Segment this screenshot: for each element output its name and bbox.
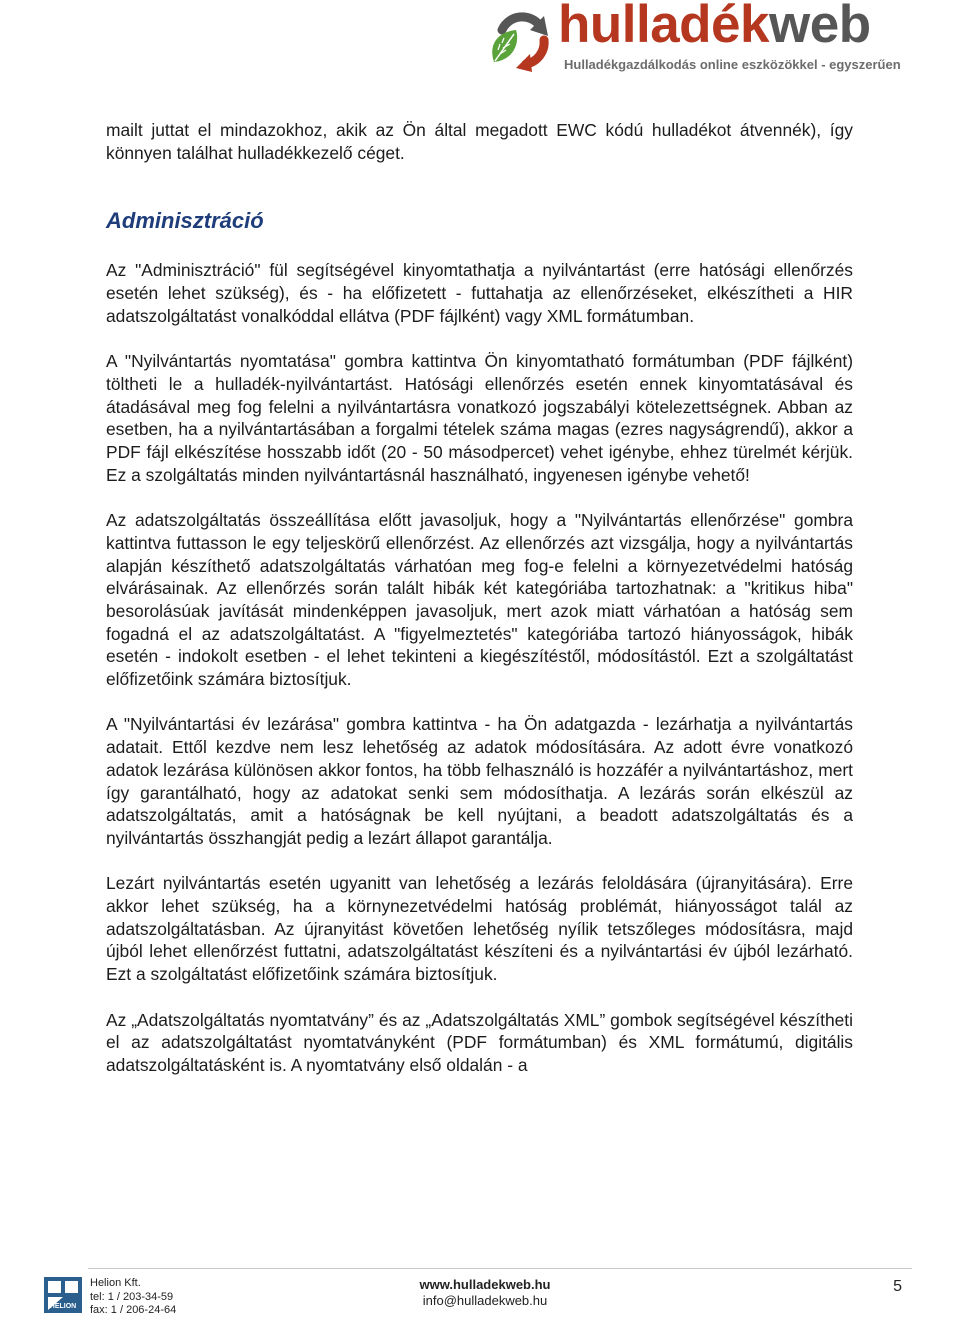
paragraph-1: Az "Adminisztráció" fül segítségével kinyomtathatja a nyilvántartást (erre hatósági ellenőrzés esetén lehet szükség), és - ha előfizetett - futtahatja az ellenőrzéseket, elkészítheti a HIR adatszolgáltatást vonalkóddal ellátva (PDF fájlként) vagy XML formátumban. [106,260,853,326]
paragraph-4: A "Nyilvántartási év lezárása" gombra kattintva - ha Ön adatgazda - lezárhatja a nyilvántartás adatait. Ettől kezdve nem lesz lehetőség az adatok módosítására. Az adott évre vonatkozó adatok lezárása különösen akkor fontos, ha több felhasználó is hozzáfér a nyilvántartáshoz, mert így garantálható, hogy az adatokat senki sem módosíthatja. A lezárás során elkészül az adatszolgáltatás, amit a hatóságnak be kell nyújtani, a beadott adatszolgáltatás és a nyilvántartás összhangját pedig a lezárt állapot garantálja. [106,714,853,848]
paragraph-3: Az adatszolgáltatás összeállítása előtt javasoljuk, hogy a "Nyilvántartás ellenőrzése" gombra kattintva futtasson le egy teljeskörű ellenőrzést. Az ellenőrzés azt vizsgálja, hogy a nyilvántartás alapján készíthető adatszolgáltatás várhatóan meg fog-e felelni a környezetvédelmi hatóság elvárásainak. Az ellenőrzés során talált hibák két kategóriába tartozhatnak: a "kritikus hiba" besorolásúak javítását mindenképpen javasoljuk, mert azok miatt várhatóan a hatóság sem fogadná el az adatszolgáltatást. A "figyelmeztetés" kategóriába tartozó hiányosságok, hibák esetén - indokolt esetben - el lehet tekinteni a kiegészítéstől, módosítástól. Ezt a szolgáltatást előfizetőink számára biztosítjuk. [106,510,853,690]
company-tel: tel: 1 / 203-34-59 [90,1290,174,1303]
brand-logo [486,0,926,74]
brand-tagline: Hulladékgazdálkodás online eszközökkel - egyszerűen [564,57,901,72]
company-fax: fax: 1 / 206-24-64 [90,1304,177,1317]
section-heading: Adminisztráció [106,208,264,234]
recycle-leaf-icon [486,6,556,72]
company-name: Helion Kft. [90,1277,141,1289]
paragraph-5: Lezárt nyilvántartás esetén ugyanitt van lehetőség a lezárás feloldására (újranyitására). Erre akkor lehet szükség, ha a környnezetvédelmi hatóság problémát, hiányosságot talál az adatszolgáltatásban. Az újranyitást követően lehetőség nyílik tetszőleges módosításra, majd újból lehet ellenőrzést futtatni, adatszolgáltatást készíteni és a nyilvántartási év újból lezárható. Ezt a szolgáltatást előfizetőink számára biztosítjuk. [106,873,853,985]
helion-logo-icon [44,1277,82,1313]
document-body [106,119,853,1077]
brand-word-web: web [769,0,871,54]
intro-paragraph: mailt juttat el mindazokhoz, akik az Ön által megadott EWC kódú hulladékot átvennék), így könnyen találhat hulladékkezelő céget. [106,120,853,163]
page-number: 5 [893,1278,902,1295]
footer-contact [360,1277,610,1308]
footer-company-info [90,1277,176,1318]
paragraph-6: Az „Adatszolgáltatás nyomtatvány” és az „Adatszolgáltatás XML” gombok segítségével készítheti el az adatszolgáltatást nyomtatványként (PDF formátumban) és XML formátumú, digitális adatszolgáltatásként is. A nyomtatvány első oldalán - a [106,1009,853,1075]
website-link[interactable]: www.hulladekweb.hu [419,1277,551,1292]
email-link[interactable]: info@hulladekweb.hu [422,1292,548,1308]
helion-logo-text: HELION [49,1303,77,1310]
paragraph-2: A "Nyilvántartás nyomtatása" gombra kattintva Ön kinyomtatható formátumban (PDF fájlként) töltheti le a hulladék-nyilvántartást. Hatósági ellenőrzés esetén ennek kinyomtatásával és átadásával meg fog felelni a nyilvántartásra vonatkozó jogszabályi kötelezettségnek. Abban az esetben, ha a nyilvántartásában a forgalmi tételek száma magas (ezres nagyságrendű), akkor a PDF fájl elkészítése hosszabb időt (20 - 50 másodpercet) vehet igénybe, ehhez türelmét kérjük. Ez a szolgáltatás minden nyilvántartásnál használható, ingyenesen igénybe vehető! [106,351,853,485]
footer-divider [88,1268,912,1269]
brand-word-hulladek: hulladék [558,0,770,54]
brand-wordmark [558,0,871,54]
